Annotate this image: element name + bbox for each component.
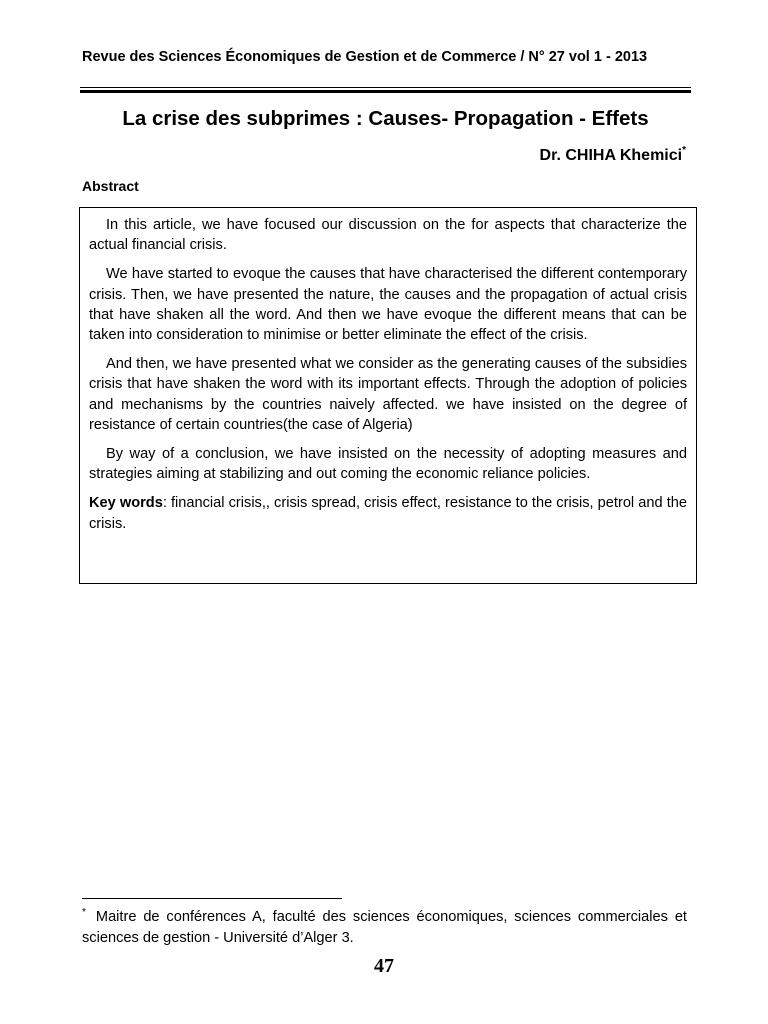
- header-rule-thick: [80, 90, 691, 93]
- author-name: Dr. CHIHA Khemici: [539, 147, 683, 164]
- article-title: La crise des subprimes : Causes- Propagation - Effets: [122, 107, 649, 130]
- author-footnote-mark: *: [682, 145, 686, 156]
- abstract-paragraph: In this article, we have focused our discussion on the for aspects that characterize the actual financial crisis.: [89, 217, 687, 254]
- page-number: 47: [374, 955, 394, 977]
- footnote-mark: *: [82, 907, 86, 918]
- keywords-label: Key words: [89, 495, 163, 512]
- article-author: [540, 145, 686, 167]
- abstract-paragraph: We have started to evoque the causes that have characterised the different contemporary crisis. Then, we have presented the nature, the causes and the propagation of actual crisis that have shaken all the word. And then we have evoque the different means that can be taken into consideration to minimise or better eliminate the effect of the crisis.: [89, 266, 687, 344]
- abstract-paragraph: And then, we have presented what we consider as the generating causes of the subsidies crisis that have shaken the word with its important effects. Through the adoption of policies and mechanisms by the countries naively affected. we have insisted on the degree of resistance of certain countries(the case of Algeria): [89, 356, 687, 433]
- keywords-text: : financial crisis,, crisis spread, crisis effect, resistance to the crisis, petrol and the crisis.: [89, 495, 687, 532]
- abstract-heading: Abstract: [82, 178, 139, 194]
- abstract-box: [79, 207, 697, 584]
- journal-header-text: Revue des Sciences Économiques de Gestion et de Commerce / N° 27 vol 1 - 2013: [82, 49, 648, 65]
- abstract-paragraph: By way of a conclusion, we have insisted on the necessity of adopting measures and strategies aiming at stabilizing and out coming the economic reliance policies.: [89, 446, 687, 483]
- journal-header: [82, 47, 692, 67]
- footnote-text: Maitre de conférences A, faculté des sciences économiques, sciences commerciales et sciences de gestion - Université d’Alger 3.: [82, 909, 687, 946]
- footnote: [82, 907, 687, 949]
- footnote-separator: [82, 898, 342, 899]
- keywords-paragraph: [89, 493, 687, 533]
- header-rule-thin: [80, 87, 691, 88]
